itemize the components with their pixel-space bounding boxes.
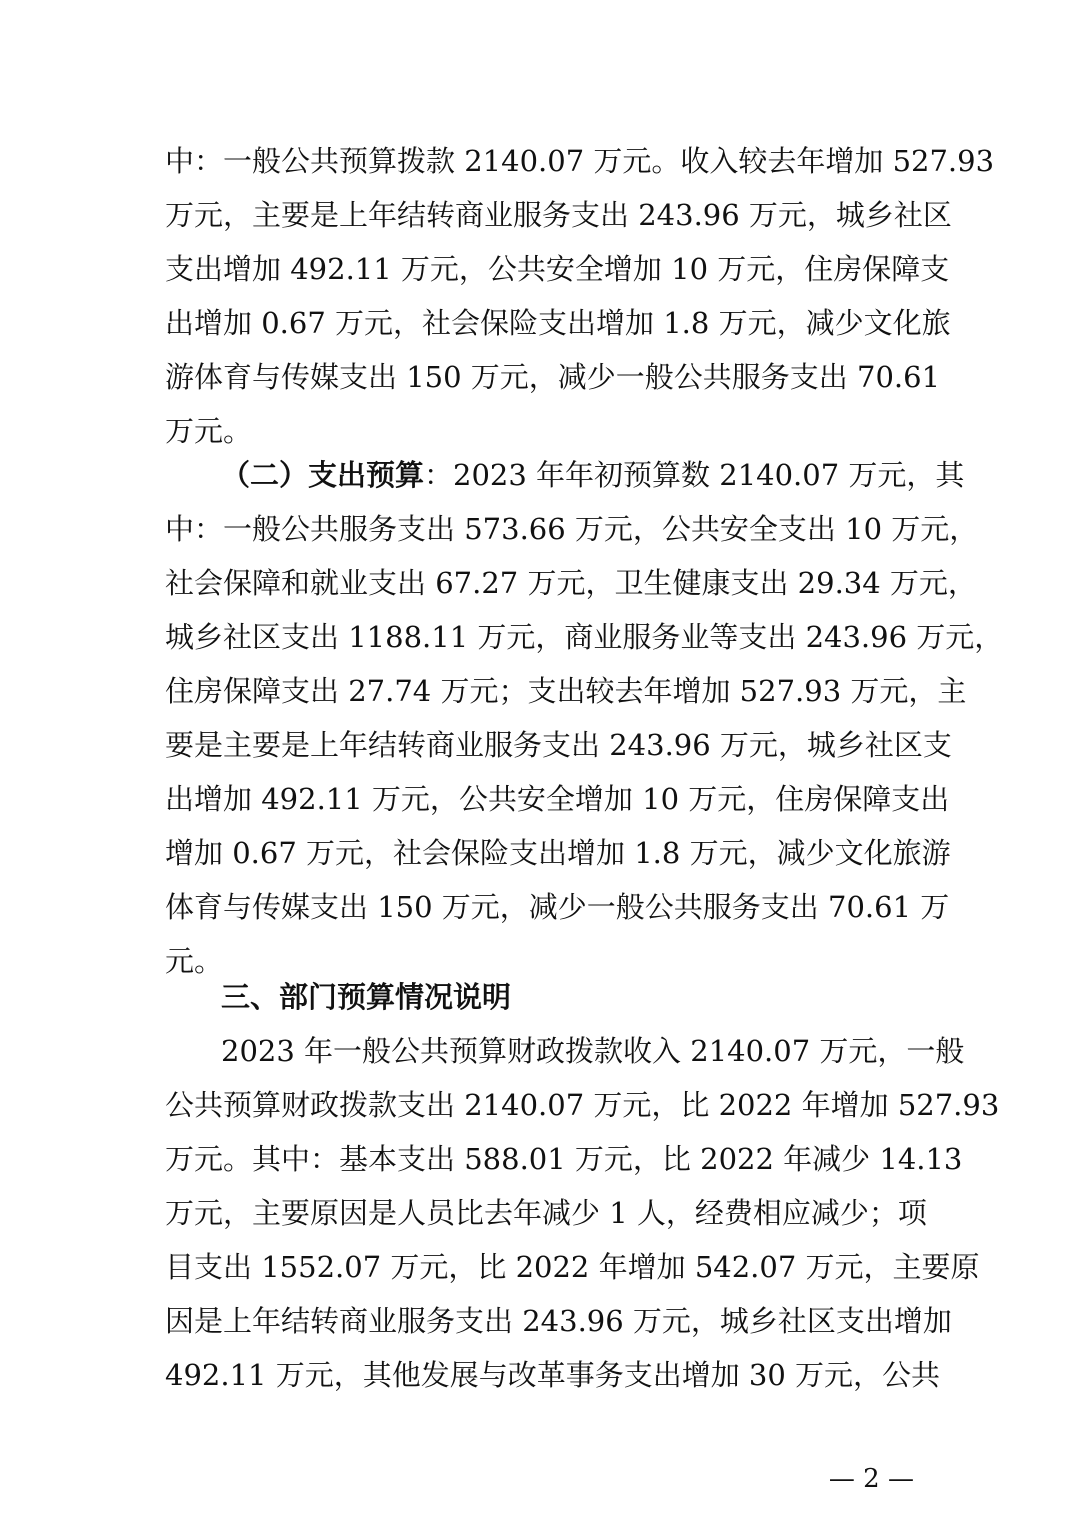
text-line: 出增加 0.67 万元，社会保险支出增加 1.8 万元，减少文化旅 (165, 306, 951, 340)
text-line: 因是上年结转商业服务支出 243.96 万元，城乡社区支出增加 (165, 1304, 952, 1338)
expense-first-line (165, 448, 965, 502)
expense-paragraph (165, 448, 1004, 988)
section-three (165, 970, 1000, 1402)
text-line: 城乡社区支出 1188.11 万元，商业服务业等支出 243.96 万元， (165, 620, 1004, 654)
section-three-heading: 三、部门预算情况说明 (221, 980, 512, 1014)
text-line: 体育与传媒支出 150 万元，减少一般公共服务支出 70.61 万 (165, 890, 950, 924)
text-line: 要是主要是上年结转商业服务支出 243.96 万元，城乡社区支 (165, 728, 952, 762)
text-line: 中：一般公共预算拨款 2140.07 万元。收入较去年增加 527.93 (165, 144, 995, 178)
text-line: 游体育与传媒支出 150 万元，减少一般公共服务支出 70.61 (165, 360, 941, 394)
text-line: 住房保障支出 27.74 万元；支出较去年增加 527.93 万元，主 (165, 674, 967, 708)
text-line: 支出增加 492.11 万元，公共安全增加 10 万元，住房保障支 (165, 252, 950, 286)
expense-lead: （二）支出预算 (221, 458, 425, 492)
text-line: 目支出 1552.07 万元，比 2022 年增加 542.07 万元，主要原 (165, 1250, 980, 1284)
text-line: 增加 0.67 万元，社会保险支出增加 1.8 万元，减少文化旅游 (165, 836, 951, 870)
text-line: 公共预算财政拨款支出 2140.07 万元，比 2022 年增加 527.93 (165, 1088, 1000, 1122)
text-line: 万元。 (165, 414, 253, 448)
text-line: 出增加 492.11 万元，公共安全增加 10 万元，住房保障支出 (165, 782, 950, 816)
text-line: 社会保障和就业支出 67.27 万元，卫生健康支出 29.34 万元， (165, 566, 977, 600)
expense-first-line-rest: ：2023 年年初预算数 2140.07 万元，其 (424, 458, 965, 492)
text-line: 元。 (165, 944, 224, 978)
income-paragraph (165, 134, 995, 458)
text-line: 2023 年一般公共预算财政拨款收入 2140.07 万元，一般 (221, 1034, 965, 1068)
text-line: 万元，主要原因是人员比去年减少 1 人，经费相应减少；项 (165, 1196, 927, 1230)
page-number: — 2 — (828, 1464, 914, 1494)
text-line: 492.11 万元，其他发展与改革事务支出增加 30 万元，公共 (165, 1358, 941, 1392)
text-line: 万元，主要是上年结转商业服务支出 243.96 万元，城乡社区 (165, 198, 952, 232)
text-line: 万元。其中：基本支出 588.01 万元，比 2022 年减少 14.13 (165, 1142, 963, 1176)
text-line: 中：一般公共服务支出 573.66 万元，公共安全支出 10 万元， (165, 512, 979, 546)
